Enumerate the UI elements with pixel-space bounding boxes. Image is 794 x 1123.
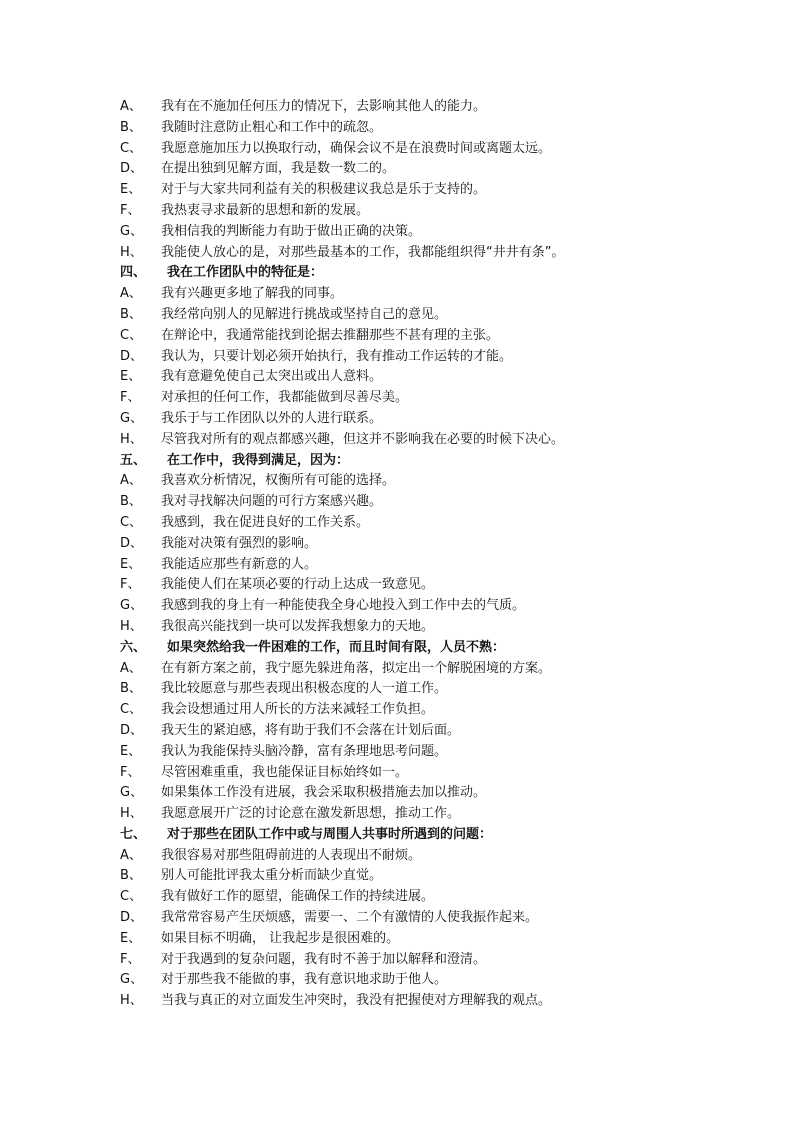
option-text: 我相信我的判断能力有助于做出正确的决策。 <box>161 223 422 239</box>
option-text: 对于我遇到的复杂问题，我有时不善于加以解释和澄清。 <box>161 951 487 967</box>
option-item <box>0 534 794 555</box>
section-title: 在工作中，我得到满足，因为： <box>167 452 350 468</box>
option-item <box>0 326 794 347</box>
option-item <box>0 866 794 887</box>
option-label: E、 <box>120 556 142 572</box>
option-text: 我常常容易产生厌烦感，需要一、二个有激情的人使我振作起来。 <box>161 910 539 926</box>
option-text: 我有意避免使自己太突出或出人意料。 <box>161 369 383 385</box>
option-text: 在提出独到见解方面，我是数一数二的。 <box>161 161 396 177</box>
option-label: H、 <box>120 244 143 260</box>
option-item <box>0 367 794 388</box>
option-label: G、 <box>120 972 144 988</box>
option-text: 我喜欢分析情况，权衡所有可能的选择。 <box>161 473 396 489</box>
option-label: F、 <box>120 202 141 218</box>
option-label: B、 <box>120 306 142 322</box>
option-item <box>0 555 794 576</box>
option-label: C、 <box>120 702 143 718</box>
option-label: D、 <box>120 161 144 177</box>
option-label: H、 <box>120 431 143 447</box>
option-item <box>0 513 794 534</box>
option-label: F、 <box>120 577 141 593</box>
option-text: 我经常向别人的见解进行挑战或坚持自己的意见。 <box>161 306 448 322</box>
option-item <box>0 201 794 222</box>
option-item <box>0 617 794 638</box>
option-text: 当我与真正的对立面发生冲突时，我没有把握使对方理解我的观点。 <box>161 993 552 1009</box>
option-item <box>0 139 794 160</box>
option-label: D、 <box>120 348 144 364</box>
section-number: 七、 <box>120 826 147 842</box>
option-item <box>0 804 794 825</box>
option-label: F、 <box>120 951 141 967</box>
section-heading <box>0 638 794 659</box>
option-label: D、 <box>120 535 144 551</box>
option-label: H、 <box>120 618 143 634</box>
option-item <box>0 575 794 596</box>
option-item <box>0 991 794 1012</box>
option-label: H、 <box>120 993 143 1009</box>
option-label: E、 <box>120 182 142 198</box>
option-item <box>0 492 794 513</box>
section-title: 我在工作团队中的特征是： <box>167 265 324 281</box>
option-item <box>0 284 794 305</box>
option-label: G、 <box>120 598 144 614</box>
option-text: 我能对决策有强烈的影响。 <box>161 535 318 551</box>
option-item <box>0 700 794 721</box>
option-item <box>0 222 794 243</box>
option-text: 我天生的紧迫感，将有助于我们不会落在计划后面。 <box>161 722 461 738</box>
section-title: 对于那些在团队工作中或与周围人共事时所遇到的问题： <box>167 826 493 842</box>
section-heading <box>0 263 794 284</box>
option-label: G、 <box>120 410 144 426</box>
option-item <box>0 929 794 950</box>
option-item <box>0 742 794 763</box>
option-label: A、 <box>120 286 142 302</box>
option-label: G、 <box>120 223 144 239</box>
option-label: B、 <box>120 494 142 510</box>
option-text: 如果集体工作没有进展，我会采取积极措施去加以推动。 <box>161 785 487 801</box>
option-item <box>0 430 794 451</box>
option-label: C、 <box>120 514 143 530</box>
option-text: 我能适应那些有新意的人。 <box>161 556 318 572</box>
option-item <box>0 846 794 867</box>
option-text: 我认为，只要计划必须开始执行，我有推动工作运转的才能。 <box>161 348 513 364</box>
option-text: 我愿意展开广泛的讨论意在激发新思想，推动工作。 <box>161 806 461 822</box>
option-item <box>0 409 794 430</box>
option-label: C、 <box>120 327 143 343</box>
document-page <box>0 97 794 1012</box>
option-label: C、 <box>120 140 143 156</box>
option-label: F、 <box>120 764 141 780</box>
section-number: 四、 <box>120 265 147 281</box>
option-item <box>0 159 794 180</box>
option-text: 对承担的任何工作，我都能做到尽善尽美。 <box>161 390 409 406</box>
section-number: 六、 <box>120 639 147 655</box>
option-text: 我很容易对那些阻碍前进的人表现出不耐烦。 <box>161 847 422 863</box>
option-text: 对于与大家共同利益有关的积极建议我总是乐于支持的。 <box>161 182 487 198</box>
option-label: E、 <box>120 743 142 759</box>
option-label: A、 <box>120 660 142 676</box>
option-text: 我随时注意防止粗心和工作中的疏忽。 <box>161 119 383 135</box>
option-text: 我感到我的身上有一种能使我全身心地投入到工作中去的气质。 <box>161 598 526 614</box>
option-text: 我比较愿意与那些表现出积极态度的人一道工作。 <box>161 681 448 697</box>
option-text: 尽管我对所有的观点都感兴趣，但这并不影响我在必要的时候下决心。 <box>161 431 565 447</box>
option-label: E、 <box>120 369 142 385</box>
option-item <box>0 970 794 991</box>
option-text: 我乐于与工作团队以外的人进行联系。 <box>161 410 383 426</box>
option-text: 对于那些我不能做的事，我有意识地求助于他人。 <box>161 972 448 988</box>
option-label: A、 <box>120 473 142 489</box>
option-text: 我热衷寻求最新的思想和新的发展。 <box>161 202 370 218</box>
option-text: 我有在不施加任何压力的情况下，去影响其他人的能力。 <box>161 99 487 114</box>
option-text: 在有新方案之前，我宁愿先躲进角落，拟定出一个解脱困境的方案。 <box>161 660 552 676</box>
option-item <box>0 347 794 368</box>
option-item <box>0 659 794 680</box>
section-title: 如果突然给我一件困难的工作，而且时间有限，人员不熟： <box>167 639 506 655</box>
option-label: A、 <box>120 847 142 863</box>
option-text: 我有兴趣更多地了解我的同事。 <box>161 286 344 302</box>
option-item <box>0 887 794 908</box>
option-label: D、 <box>120 910 144 926</box>
option-label: H、 <box>120 806 143 822</box>
option-item <box>0 471 794 492</box>
section-number: 五、 <box>120 452 147 468</box>
option-label: D、 <box>120 722 144 738</box>
option-item <box>0 97 794 118</box>
option-item <box>0 763 794 784</box>
option-label: F、 <box>120 390 141 406</box>
option-item <box>0 243 794 264</box>
option-label: B、 <box>120 681 142 697</box>
option-text: 在辩论中，我通常能找到论据去推翻那些不甚有理的主张。 <box>161 327 500 343</box>
option-item <box>0 596 794 617</box>
option-label: G、 <box>120 785 144 801</box>
option-item <box>0 305 794 326</box>
option-text: 我对寻找解决问题的可行方案感兴趣。 <box>161 494 383 510</box>
option-text: 我认为我能保持头脑冷静，富有条理地思考问题。 <box>161 743 448 759</box>
option-text: 我能使人们在某项必要的行动上达成一致意见。 <box>161 577 435 593</box>
option-item <box>0 950 794 971</box>
option-item <box>0 721 794 742</box>
option-label: B、 <box>120 868 142 884</box>
option-item <box>0 118 794 139</box>
option-item <box>0 388 794 409</box>
option-item <box>0 679 794 700</box>
option-text: 我很高兴能找到一块可以发挥我想象力的天地。 <box>161 618 435 634</box>
option-label: A、 <box>120 99 142 114</box>
option-text: 尽管困难重重，我也能保证目标始终如一。 <box>161 764 409 780</box>
option-text: 别人可能批评我太重分析而缺少直觉。 <box>161 868 383 884</box>
option-item <box>0 783 794 804</box>
option-text: 我有做好工作的愿望，能确保工作的持续进展。 <box>161 889 435 905</box>
option-label: C、 <box>120 889 143 905</box>
option-text: 我愿意施加压力以换取行动，确保会议不是在浪费时间或离题太远。 <box>161 140 552 156</box>
option-item <box>0 908 794 929</box>
option-label: E、 <box>120 930 142 946</box>
option-text: 我能使人放心的是，对那些最基本的工作，我都能组织得“井井有条”。 <box>161 244 565 260</box>
option-text: 如果目标不明确， 让我起步是很困难的。 <box>161 930 400 946</box>
option-item <box>0 180 794 201</box>
option-label: B、 <box>120 119 142 135</box>
section-heading <box>0 825 794 846</box>
option-text: 我会设想通过用人所长的方法来减轻工作负担。 <box>161 702 435 718</box>
option-text: 我感到，我在促进良好的工作关系。 <box>161 514 370 530</box>
section-heading <box>0 451 794 472</box>
